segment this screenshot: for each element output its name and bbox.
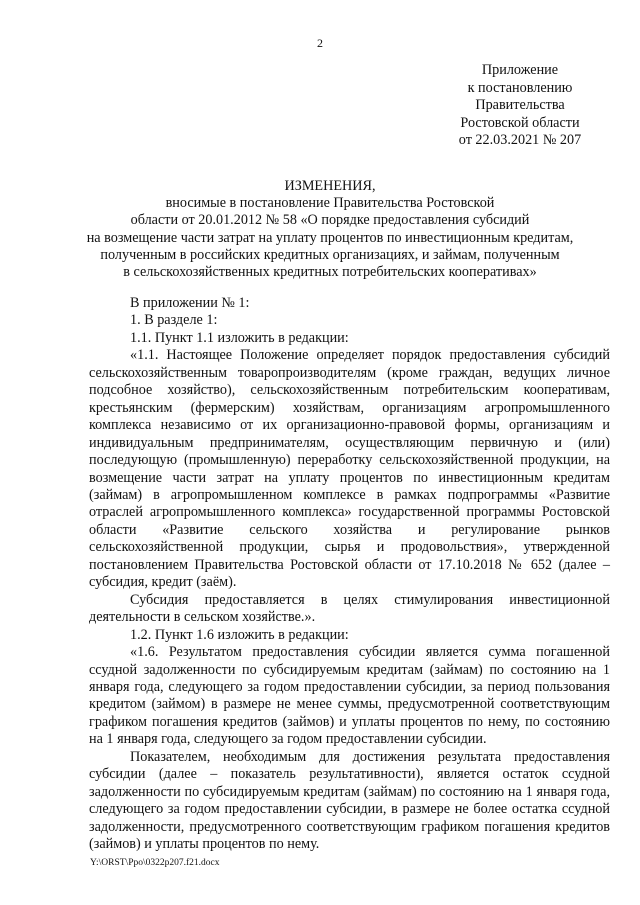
document-body bbox=[89, 295, 610, 854]
file-path-footer: Y:\ORST\Ppo\0322p207.f21.docx bbox=[90, 858, 220, 868]
item-1-2-heading: 1.2. Пункт 1.6 изложить в редакции: bbox=[130, 626, 349, 643]
appendix-line: от 22.03.2021 № 207 bbox=[458, 132, 582, 149]
title-line: вносимые в постановление Правительства Ростовской bbox=[165, 195, 495, 212]
paragraph-1-1: «1.1. Настоящее Положение определяет порядок предоставления субсидий сельскохозяйственным товаропроизводителям (кроме граждан, ведущих личное подсобное хозяйство), сельскохозяйственным потребительским кооперативам, крестьянским (фермерским) хозяйствам, организациям агропромышленного комплекса независимо от их организационно-правовой формы, организациям и индивидуальным предпринимателям, осуществляющим первичную и (или) последующую (промышленную) переработку сельскохозяйственной продукции, на возмещение части затрат на уплату процентов по инвестиционным кредитам (займам) в агропромышленном комплексе в рамках подпрограммы «Развитие отраслей агропромышленного комплекса» государственной программы Ростовской области «Развитие сельского хозяйства и регулирование рынков сельскохозяйственной продукции, сырья и продовольствия», утвержденной постановлением Правительства Ростовской области от 17.10.2018 № 652 (далее – субсидия, кредит (заём). bbox=[89, 347, 610, 591]
intro-line: В приложении № 1: bbox=[130, 295, 250, 311]
appendix-line: Правительства bbox=[475, 97, 565, 114]
paragraph-subsidy-purpose: Субсидия предоставляется в целях стимулирования инвестиционной деятельности в сельском хозяйстве.». bbox=[89, 591, 610, 626]
appendix-block bbox=[440, 62, 600, 150]
title-line: на возмещение части затрат на уплату процентов по инвестиционным кредитам, bbox=[86, 229, 574, 246]
title-heading: ИЗМЕНЕНИЯ, bbox=[284, 178, 376, 194]
paragraph-indicator: Показателем, необходимым для достижения результата предоставления субсидии (далее – показатель результативности), является остаток ссудной задолженности по субсидируемым кредитам (займам) по состоянию на 1 января года, следующего за годом предоставлении субсидии, в размере не более остатка ссудной задолженности, предусмотренного соответствующим графиком погашения кредитов (займов) и уплаты процентов по нему. bbox=[89, 748, 610, 853]
appendix-line: Ростовской области bbox=[460, 114, 580, 131]
item-1-1-heading: 1.1. Пункт 1.1 изложить в редакции: bbox=[130, 329, 349, 346]
paragraph-1-6: «1.6. Результатом предоставления субсидии является сумма погашенной ссудной задолженности по субсидируемым кредитам (займам) по состоянию на 1 января года, следующего за годом предоставлении субсидии, за период пользования кредитом (займом) в размере не менее суммы, предусмотренной соответствующим графиком погашения кредитов (займов) и уплаты процентов по нему, по состоянию на 1 января года, следующего за годом предоставлении субсидии. bbox=[89, 644, 610, 748]
title-line: в сельскохозяйственных кредитных потребительских кооперативах» bbox=[123, 264, 537, 281]
title-line: полученным в российских кредитных организациях, и займам, полученным bbox=[100, 246, 560, 263]
title-line: области от 20.01.2012 № 58 «О порядке предоставления субсидий bbox=[130, 212, 530, 229]
document-title bbox=[80, 178, 580, 281]
page-number: 2 bbox=[317, 36, 323, 50]
section-heading: 1. В разделе 1: bbox=[130, 312, 218, 329]
appendix-line: Приложение bbox=[481, 62, 559, 78]
appendix-line: к постановлению bbox=[467, 79, 573, 96]
